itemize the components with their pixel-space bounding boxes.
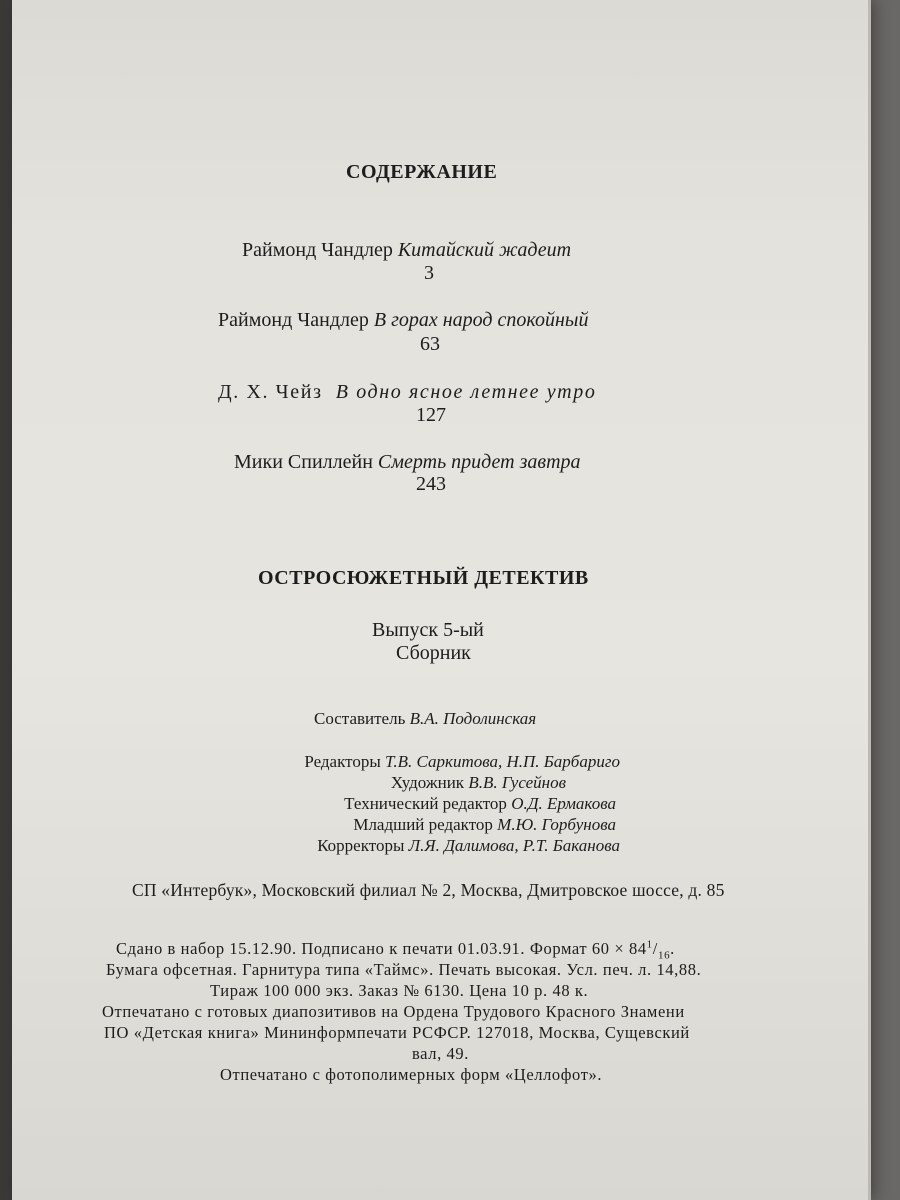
- credit-line-2: [391, 772, 566, 793]
- entry-page-number: 127: [416, 404, 446, 426]
- compiler-label: Составитель: [314, 709, 406, 728]
- format-fraction-denominator: 16: [657, 949, 671, 962]
- entry-work: Смерть придет завтра: [377, 451, 581, 473]
- imprint-line-6: вал, 49.: [412, 1044, 469, 1063]
- entry-page-number: 243: [416, 473, 446, 495]
- contents-entry-3: [218, 380, 596, 404]
- credit-names: Т.В. Саркитова, Н.П. Барбариго: [385, 752, 620, 771]
- contents-entry-2: [218, 308, 588, 332]
- entry-page-number: 3: [424, 262, 434, 284]
- book-page: [12, 0, 868, 1200]
- contents-entry-4: [234, 450, 581, 474]
- imprint-line-7: Отпечатано с фотополимерных форм «Целлофот».: [220, 1065, 603, 1084]
- entry-work: В горах народ спокойный: [373, 309, 589, 331]
- credit-line-5: [317, 835, 620, 856]
- entry-author: Д. Х. Чейз: [218, 381, 323, 403]
- credit-names: В.В. Гусейнов: [468, 773, 566, 792]
- imprint-text: Сдано в набор 15.12.90. Подписано к печати 01.03.91. Формат 60 × 84: [116, 939, 647, 958]
- series-title: ОСТРОСЮЖЕТНЫЙ ДЕТЕКТИВ: [258, 567, 589, 589]
- imprint-period: .: [670, 939, 675, 958]
- credit-line-4: [353, 814, 616, 835]
- credit-role: Технический редактор: [344, 794, 507, 813]
- credit-line-3: [344, 793, 616, 814]
- compiler-name: В.А. Подолинская: [409, 709, 537, 728]
- credit-names: М.Ю. Горбунова: [497, 815, 616, 834]
- compiler-line: [314, 708, 536, 729]
- page-edge: [868, 0, 871, 1200]
- contents-title: СОДЕРЖАНИЕ: [346, 161, 498, 183]
- credit-names: О.Д. Ермакова: [511, 794, 616, 813]
- imprint-line-2: Бумага офсетная. Гарнитура типа «Таймс». Печать высокая. Усл. печ. л. 14,88.: [106, 960, 702, 979]
- entry-work: Китайский жадеит: [397, 239, 572, 261]
- credit-names: Л.Я. Далимова, Р.Т. Баканова: [408, 836, 620, 855]
- entry-author: Раймонд Чандлер: [242, 239, 393, 261]
- credit-role: Редакторы: [304, 752, 381, 771]
- entry-page-number: 63: [420, 333, 440, 355]
- credit-role: Корректоры: [317, 836, 405, 855]
- credit-role: Художник: [390, 773, 465, 792]
- imprint-line-5: ПО «Детская книга» Мининформпечати РСФСР. 127018, Москва, Сущевский: [104, 1023, 690, 1042]
- series-issue: Выпуск 5-ый: [372, 619, 484, 641]
- credit-line-1: [304, 751, 620, 772]
- publisher-line: СП «Интербук», Московский филиал № 2, Москва, Дмитровское шоссе, д. 85: [132, 880, 725, 900]
- series-type: Сборник: [396, 642, 471, 664]
- credit-role: Младший редактор: [353, 815, 493, 834]
- entry-author: Мики Спиллейн: [234, 451, 373, 473]
- imprint-line-4: Отпечатано с готовых диапозитивов на Ордена Трудового Красного Знамени: [102, 1002, 685, 1021]
- contents-entry-1: [242, 238, 571, 262]
- entry-work: В одно ясное летнее утро: [335, 381, 597, 403]
- format-fraction-numerator: 1: [646, 938, 653, 951]
- entry-author: Раймонд Чандлер: [218, 309, 369, 331]
- imprint-line-3: Тираж 100 000 экз. Заказ № 6130. Цена 10 р. 48 к.: [210, 981, 589, 1000]
- imprint-line-1: Сдано в набор 15.12.90. Подписано к печати 01.03.91. Формат $60 \times 84^1/_{16}$.: [116, 938, 675, 962]
